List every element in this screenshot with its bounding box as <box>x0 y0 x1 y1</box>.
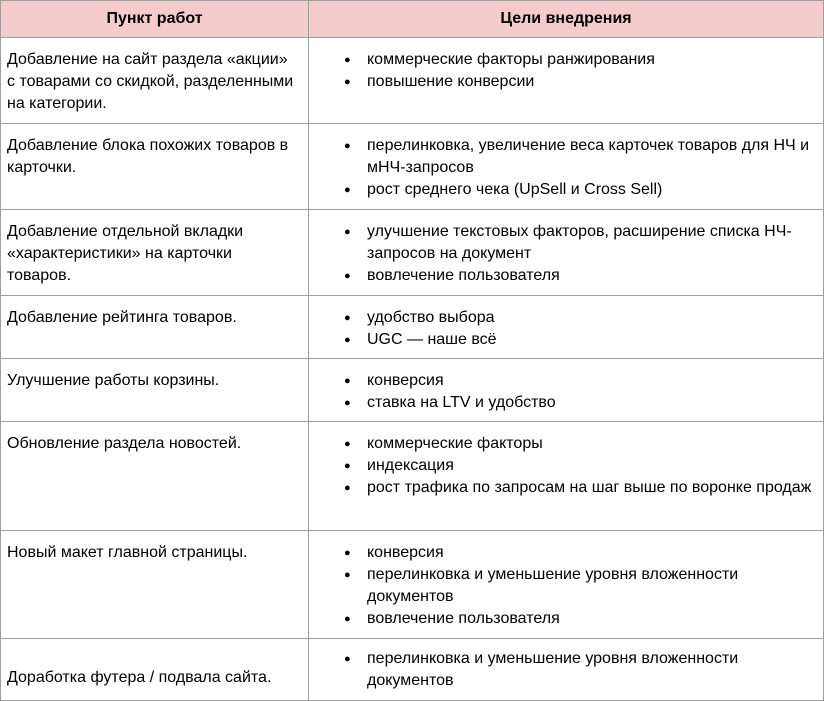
goals-cell <box>309 531 824 639</box>
goal-item: ● удобство выбора <box>309 307 815 329</box>
goals-cell <box>309 210 824 296</box>
goal-item: ● вовлечение пользователя <box>309 265 815 287</box>
header-goals: Цели внедрения <box>309 1 824 38</box>
goal-item: ● коммерческие факторы ранжирования <box>309 49 815 71</box>
goal-item: ● повышение конверсии <box>309 71 815 93</box>
goals-cell <box>309 296 824 359</box>
goal-item: ● перелинковка и уменьшение уровня вложенности документов <box>309 564 815 608</box>
goal-item: ● коммерческие факторы <box>309 433 815 455</box>
work-item-cell: Добавление блока похожих товаров в карточки. <box>1 124 309 210</box>
table-header-row <box>1 1 824 38</box>
work-item-cell: Добавление отдельной вкладки «характеристики» на карточки товаров. <box>1 210 309 296</box>
table-row <box>1 359 824 422</box>
goals-list <box>309 221 815 287</box>
work-item-cell: Улучшение работы корзины. <box>1 359 309 422</box>
work-item-cell: Доработка футера / подвала сайта. <box>1 639 309 701</box>
table-row <box>1 210 824 296</box>
goals-list <box>309 49 815 93</box>
goal-item: ● рост трафика по запросам на шаг выше по воронке продаж <box>309 477 815 499</box>
goal-item: ● рост среднего чека (UpSell и Cross Sell) <box>309 179 815 201</box>
goals-list <box>309 135 815 201</box>
table-row <box>1 38 824 124</box>
goal-item: ● конверсия <box>309 542 815 564</box>
goal-item: ● ставка на LTV и удобство <box>309 392 815 414</box>
goal-item: ● улучшение текстовых факторов, расширение списка НЧ-запросов на документ <box>309 221 815 265</box>
header-work: Пункт работ <box>1 1 309 38</box>
goals-list <box>309 370 815 414</box>
table-row <box>1 124 824 210</box>
work-item-cell: Добавление рейтинга товаров. <box>1 296 309 359</box>
goals-cell <box>309 639 824 701</box>
work-item-cell: Добавление на сайт раздела «акции» с товарами со скидкой, разделенными на категории. <box>1 38 309 124</box>
table-row <box>1 639 824 701</box>
goal-item: ● перелинковка, увеличение веса карточек товаров для НЧ и мНЧ-запросов <box>309 135 815 179</box>
table-row <box>1 531 824 639</box>
goal-item: ● индексация <box>309 455 815 477</box>
goal-item: ● UGC — наше всё <box>309 329 815 351</box>
goals-list <box>309 433 815 499</box>
goals-cell <box>309 359 824 422</box>
goals-list <box>309 307 815 351</box>
goals-cell <box>309 38 824 124</box>
table-row <box>1 296 824 359</box>
goal-item: ● конверсия <box>309 370 815 392</box>
goal-item: ● вовлечение пользователя <box>309 608 815 630</box>
goals-list <box>309 542 815 630</box>
work-item-cell: Обновление раздела новостей. <box>1 422 309 531</box>
table-row <box>1 422 824 531</box>
goals-cell <box>309 124 824 210</box>
work-item-cell: Новый макет главной страницы. <box>1 531 309 639</box>
goal-item: ● перелинковка и уменьшение уровня вложенности документов <box>309 648 815 692</box>
goals-cell <box>309 422 824 531</box>
goals-list <box>309 648 815 692</box>
